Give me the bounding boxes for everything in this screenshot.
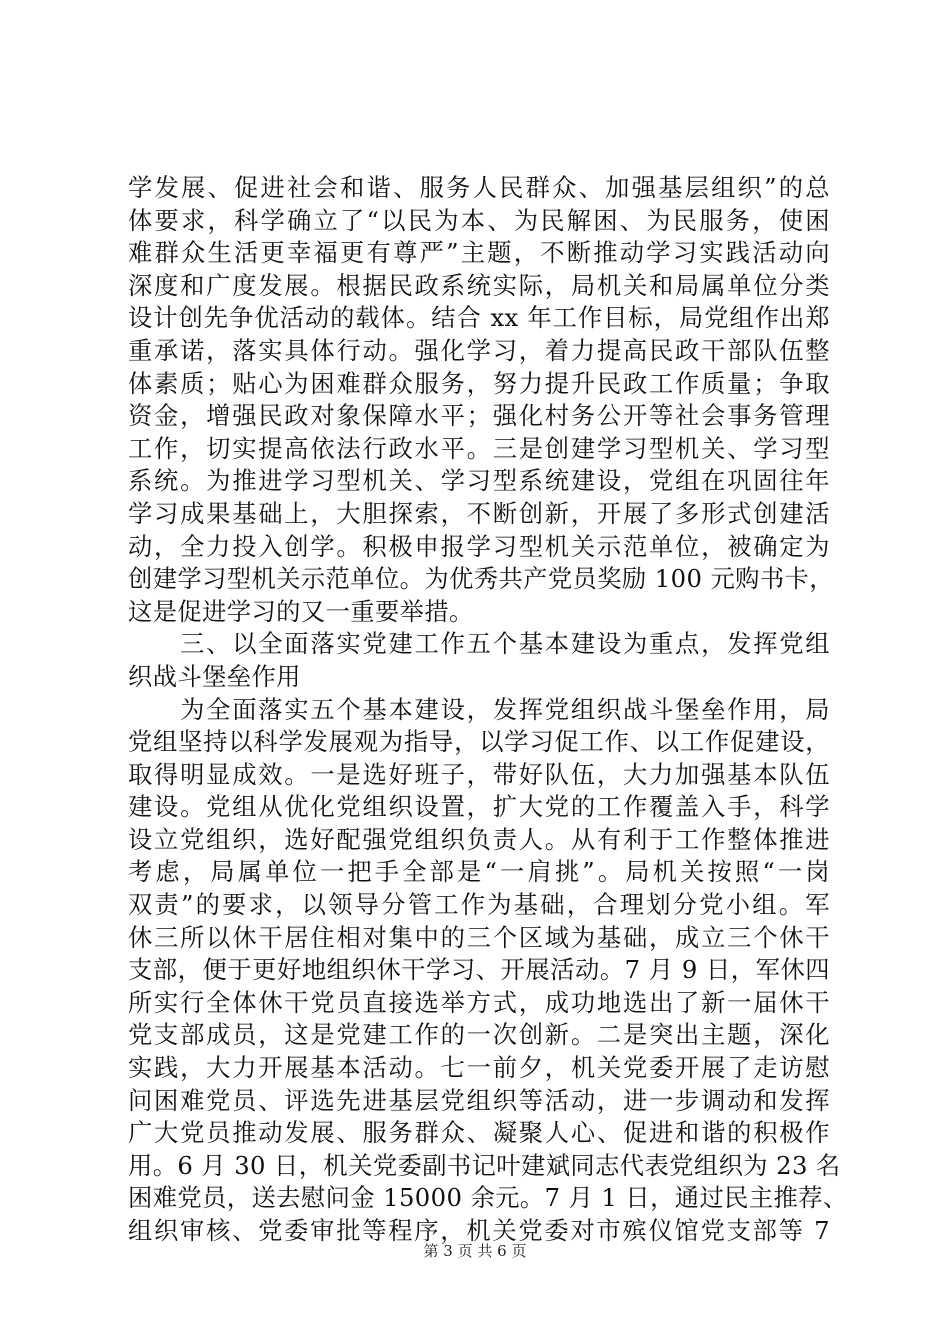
text-line: 广大党员推动发展、服务群众、凝聚人心、促进和谐的积极作 [128,1118,830,1148]
text-line: 双责”的要求，以领导分管工作为基础，合理划分党小组。军 [128,890,830,920]
text-line: 考虑，局属单位一把手全部是“一肩挑”。局机关按照“一岗 [128,857,830,887]
text-line: 取得明显成效。一是选好班子，带好队伍，大力加强基本队伍 [128,759,830,789]
text-line: 这是促进学习的又一重要举措。 [128,596,474,626]
text-line: 难群众生活更幸福更有尊严”主题，不断推动学习实践活动向 [128,238,830,268]
text-line: 创建学习型机关示范单位。为优秀共产党员奖励 100 元购书卡， [128,564,834,594]
text-line: 体要求，科学确立了“以民为本、为民解困、为民服务，使困 [128,205,830,235]
text-line: 织战斗堡垒作用 [128,661,301,691]
text-line: 为全面落实五个基本建设，发挥党组织战斗堡垒作用，局 [128,694,830,724]
text-line: 支部，便于更好地组织休干学习、开展活动。7 月 9 日，军休四 [128,955,830,985]
text-line: 设立党组织，选好配强党组织负责人。从有利于工作整体推进 [128,824,830,854]
text-line: 资金，增强民政对象保障水平；强化村务公开等社会事务管理 [128,401,830,431]
text-line: 设计创先争优活动的载体。结合 xx 年工作目标，局党组作出郑 [128,303,830,333]
document-body [128,172,848,1248]
text-line: 党组坚持以科学发展观为指导，以学习促工作、以工作促建设， [128,727,830,757]
text-line: 用。6 月 30 日，机关党委副书记叶建斌同志代表党组织为 23 名 [128,1150,841,1180]
text-line: 组织审核、党委审批等程序，机关党委对市殡仪馆党支部等 7 [128,1216,830,1245]
text-line: 所实行全体休干党员直接选举方式，成功地选出了新一届休干 [128,987,830,1017]
text-line: 体素质；贴心为困难群众服务，努力提升民政工作质量；争取 [128,368,830,398]
text-line: 休三所以休干居住相对集中的三个区域为基础，成立三个休干 [128,922,830,952]
text-line: 深度和广度发展。根据民政系统实际，局机关和局属单位分类 [128,270,830,300]
text-line: 问困难党员、评选先进基层党组织等活动，进一步调动和发挥 [128,1085,830,1115]
text-line: 实践，大力开展基本活动。七一前夕，机关党委开展了走访慰 [128,1053,830,1083]
text-line: 党支部成员，这是党建工作的一次创新。二是突出主题，深化 [128,1020,830,1050]
text-line: 动，全力投入创学。积极申报学习型机关示范单位，被确定为 [128,531,830,561]
text-line: 工作，切实提高依法行政水平。三是创建学习型机关、学习型 [128,433,830,463]
text-line: 系统。为推进学习型机关、学习型系统建设，党组在巩固往年 [128,466,830,496]
page-footer: 第 3 页 共 6 页 [423,1242,527,1260]
text-line: 三、以全面落实党建工作五个基本建设为重点，发挥党组 [128,629,830,659]
text-line: 建设。党组从优化党组织设置，扩大党的工作覆盖入手，科学 [128,792,830,822]
text-line: 学发展、促进社会和谐、服务人民群众、加强基层组织”的总 [128,173,830,202]
text-line: 困难党员，送去慰问金 15000 余元。7 月 1 日，通过民主推荐、 [128,1183,848,1213]
text-line: 重承诺，落实具体行动。强化学习，着力提高民政干部队伍整 [128,335,830,365]
text-line: 学习成果基础上，大胆探索，不断创新，开展了多形式创建活 [128,498,830,528]
